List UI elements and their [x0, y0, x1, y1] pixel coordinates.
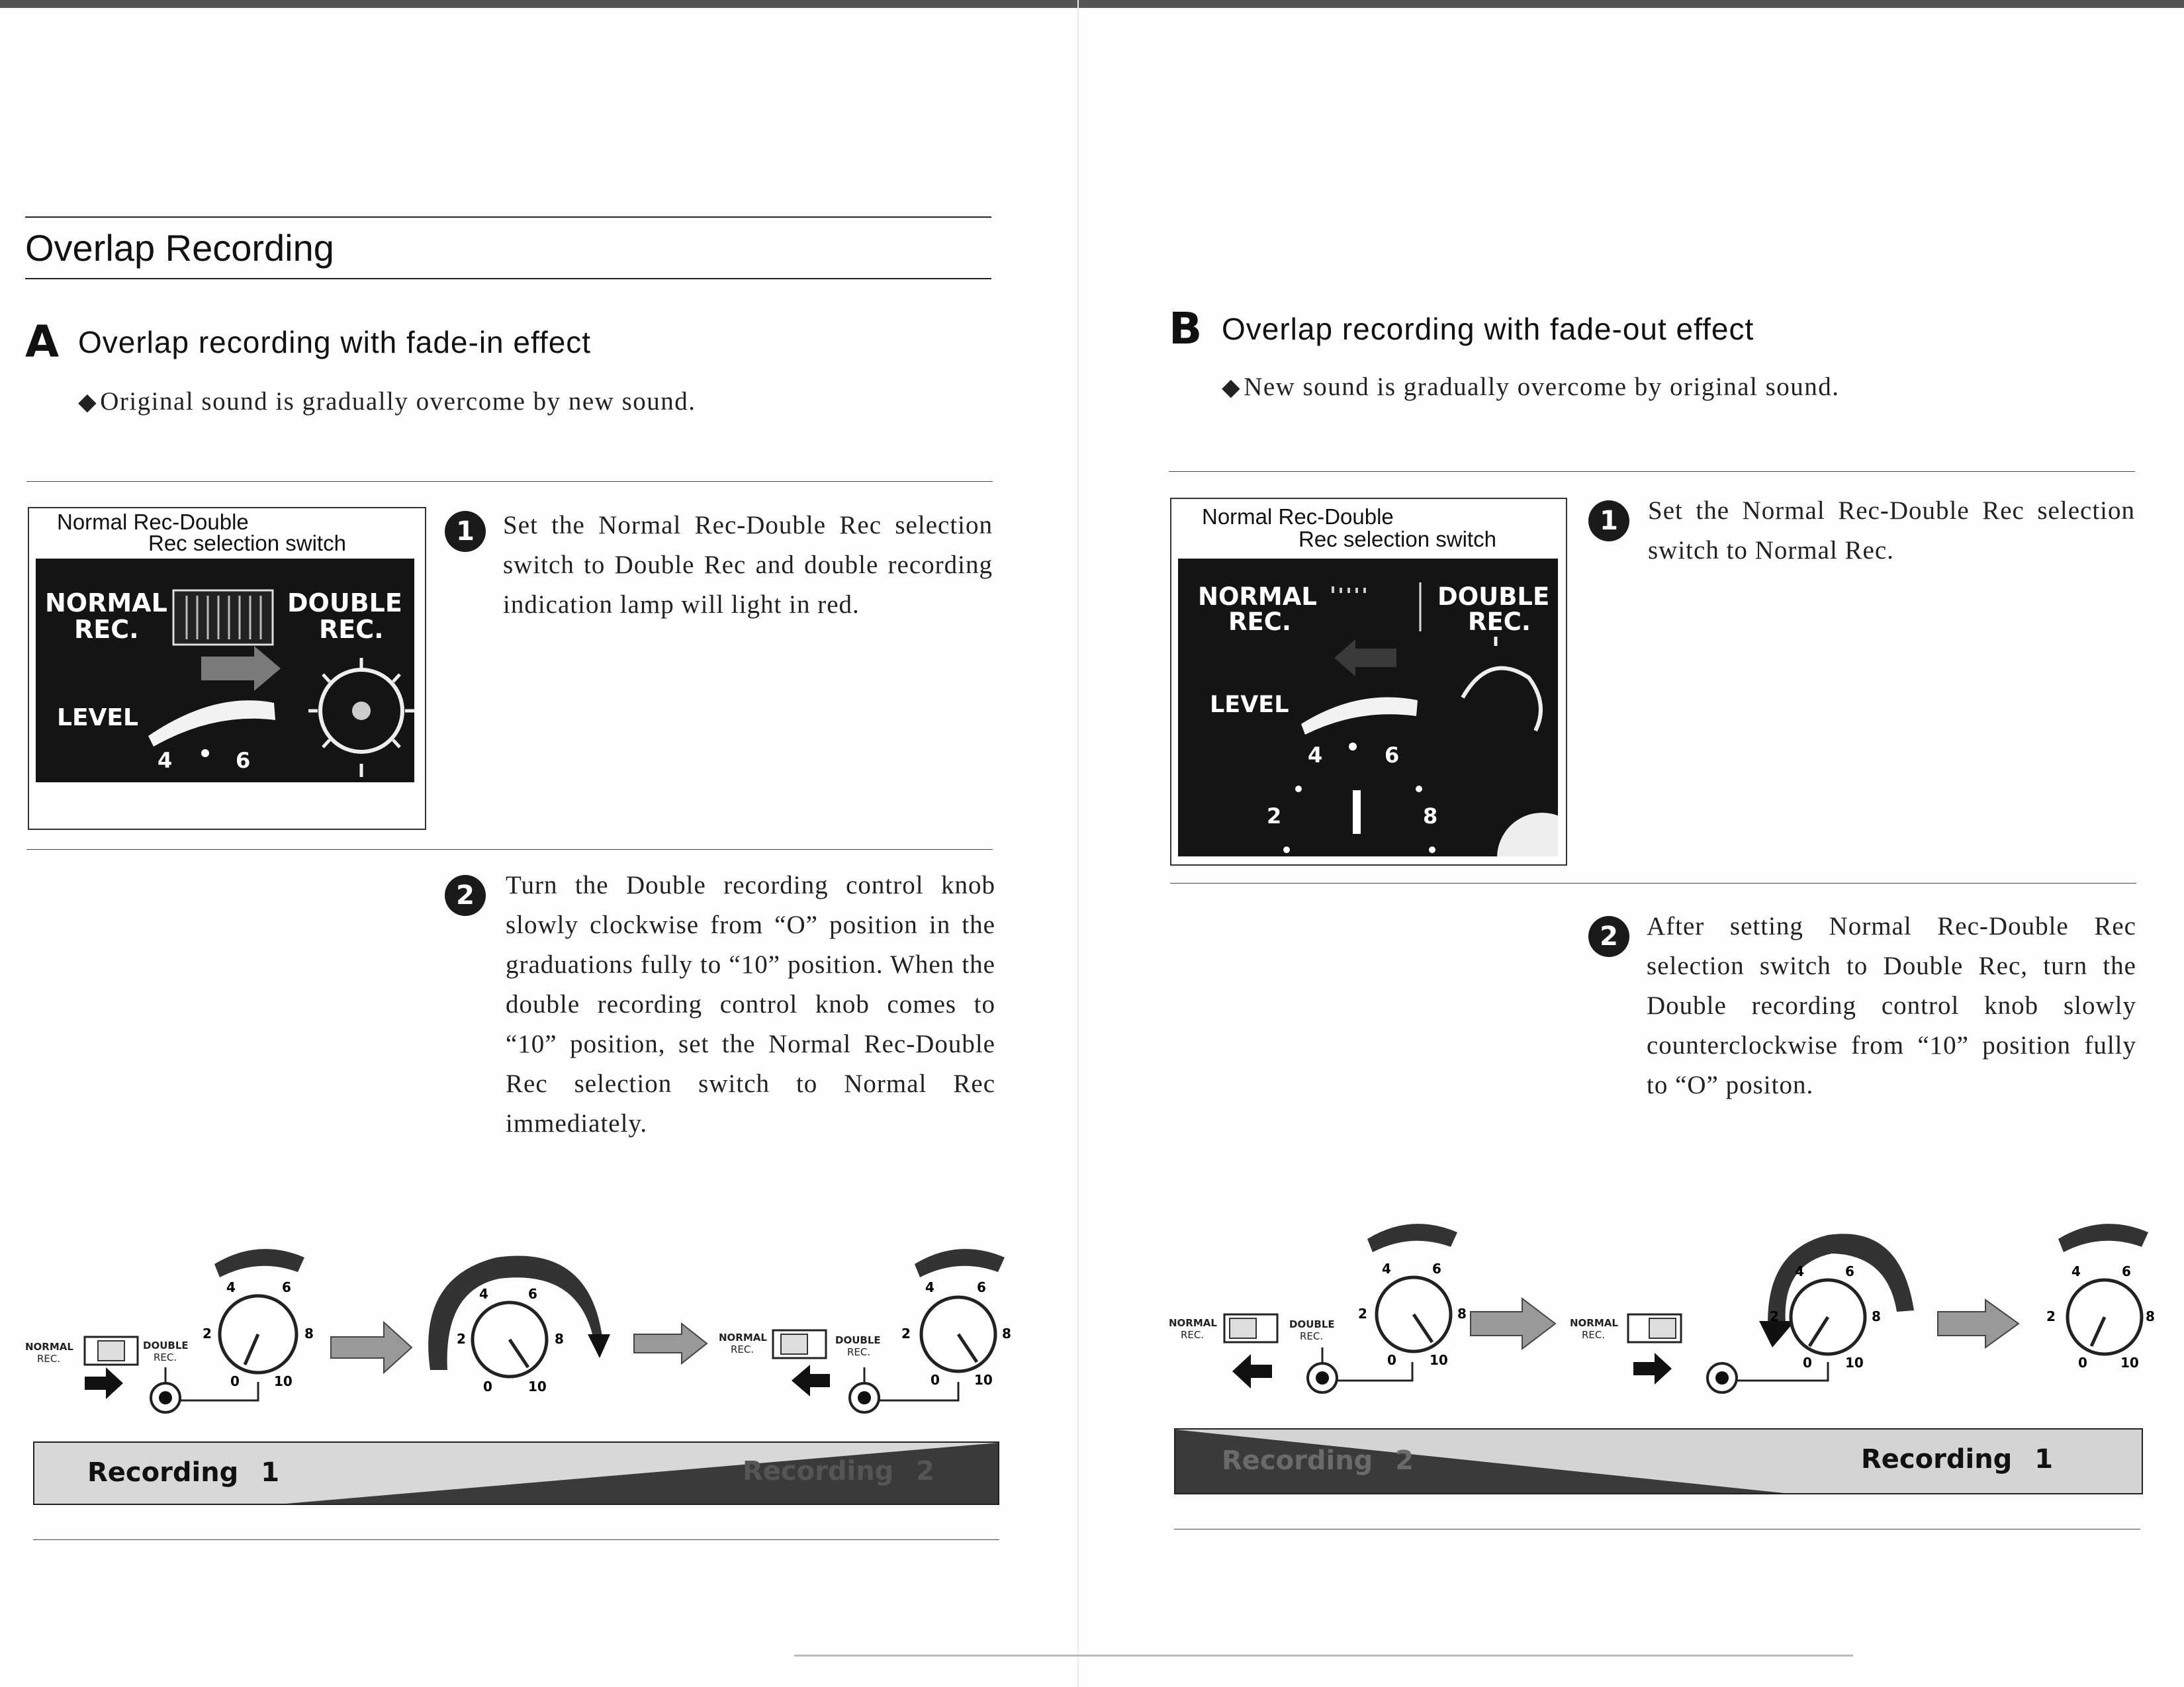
step-b1-number: 1 [1588, 500, 1629, 541]
photo-a-dial-6: 6 [236, 748, 251, 773]
photo-a-dial-4: 4 [158, 748, 173, 773]
photo-b-dial-4: 4 [1308, 743, 1323, 768]
section-b-heading: Overlap recording with fade-out effect [1222, 312, 1754, 346]
photo-a-double-label: DOUBLE [287, 588, 402, 617]
svg-text:0: 0 [230, 1373, 240, 1389]
diag-a-step-arrow-2 [634, 1324, 707, 1363]
svg-text:6: 6 [528, 1286, 537, 1302]
svg-text:2: 2 [203, 1326, 212, 1342]
section-b-letter: B [1169, 303, 1203, 354]
svg-text:2: 2 [457, 1331, 466, 1347]
svg-text:10: 10 [1430, 1352, 1448, 1368]
step-b2-text: After setting Normal Rec-Double Rec selection switch to Double Rec, turn the Double recording control knob slowly counterclockwise from “10” position fully to “O” positon. [1647, 912, 2136, 1099]
svg-text:0: 0 [483, 1379, 492, 1394]
photo-b-double-label: DOUBLE [1437, 582, 1550, 611]
section-b-rule-1 [1169, 471, 2135, 472]
section-b-rule-2 [1170, 883, 2136, 884]
svg-text:4: 4 [226, 1279, 236, 1295]
diamond-icon: ◆ [1222, 374, 1242, 401]
photo-b-dial-2: 2 [1267, 803, 1282, 829]
diag-b-step-arrow-2 [1938, 1300, 2019, 1347]
step-a2-number: 2 [445, 875, 486, 916]
bottom-edge-noise [794, 1655, 1853, 1657]
diag-a1-arrow-right [85, 1367, 123, 1399]
svg-text:4: 4 [1382, 1261, 1391, 1277]
diag-a-step-arrow-1 [331, 1322, 412, 1373]
diag-b2-arrow-right [1633, 1353, 1672, 1385]
photo-b-svg [1178, 559, 1558, 856]
section-b-note [1222, 372, 1840, 402]
step-a2-text: Turn the Double recording control knob slowly clockwise from “O” position in the graduations fully to “10” position. When the double recording control knob comes to “10” position, set the Normal Rec-Double Rec selection switch to Normal Rec immediately. [506, 871, 995, 1138]
band-b-right-label: Recording 1 [1861, 1444, 2054, 1475]
diamond-icon: ◆ [78, 388, 98, 416]
section-a-letter: A [25, 316, 60, 367]
svg-text:6: 6 [977, 1279, 986, 1295]
photo-b-knob-pointer [1353, 790, 1361, 834]
title-rule-bottom [25, 278, 991, 279]
svg-text:8: 8 [1457, 1306, 1467, 1322]
diag-b3-fan [2058, 1224, 2148, 1252]
section-a-note-text: Original sound is gradually overcome by new sound. [100, 387, 696, 416]
section-a-heading: Overlap recording with fade-in effect [78, 325, 592, 359]
svg-text:8: 8 [555, 1331, 564, 1347]
svg-text:10: 10 [974, 1372, 993, 1388]
photo-b-level-label: LEVEL [1210, 692, 1289, 718]
photo-a-svg [36, 559, 414, 782]
step-a1-text: Set the Normal Rec-Double Rec selection switch to Double Rec and double recording indication lamp will light in red. [503, 511, 993, 619]
photo-b-caption-1: Normal Rec-Double [1202, 504, 1394, 529]
svg-text:6: 6 [1432, 1261, 1441, 1277]
fade-in-diagram [20, 1218, 1013, 1436]
section-b-note-text: New sound is gradually overcome by original sound. [1244, 373, 1840, 401]
page-fold [1077, 0, 1079, 1687]
photo-b-dial-6: 6 [1385, 743, 1400, 768]
svg-text:4: 4 [1795, 1263, 1804, 1279]
svg-text:REC.: REC. [1582, 1329, 1606, 1341]
svg-text:NORMAL: NORMAL [1570, 1317, 1618, 1329]
section-a-rule-1 [26, 481, 993, 482]
svg-text:REC.: REC. [731, 1344, 754, 1355]
photo-a-normal-label-2: REC. [74, 615, 139, 644]
section-a-rule-bottom [33, 1539, 999, 1540]
svg-text:DOUBLE: DOUBLE [1289, 1318, 1335, 1330]
photo-b-caption-2: Rec selection switch [1298, 527, 1496, 551]
svg-text:8: 8 [1002, 1326, 1011, 1342]
svg-text:6: 6 [1845, 1263, 1854, 1279]
svg-text:8: 8 [1872, 1308, 1881, 1324]
photo-a-caption-2: Rec selection switch [148, 531, 346, 555]
step-b2-number: 2 [1588, 916, 1629, 957]
fade-out-diagram [1166, 1205, 2159, 1403]
fade-in-band [33, 1441, 999, 1505]
svg-text:0: 0 [931, 1372, 940, 1388]
svg-text:10: 10 [528, 1379, 547, 1394]
svg-text:6: 6 [282, 1279, 291, 1295]
top-edge-bar [0, 0, 2184, 8]
step-b1-text: Set the Normal Rec-Double Rec selection switch to Normal Rec. [1648, 496, 2135, 565]
svg-text:DOUBLE: DOUBLE [835, 1334, 881, 1346]
photo-a-switch-slot [173, 590, 273, 645]
svg-text:0: 0 [1803, 1355, 1812, 1371]
diag-a3-fan [915, 1249, 1005, 1277]
switch-photo-b [1170, 498, 1567, 866]
diag-a3-arrow-left [792, 1365, 830, 1396]
photo-b-double-label-2: REC. [1468, 608, 1531, 636]
svg-text:2: 2 [901, 1326, 911, 1342]
photo-b-normal-label: NORMAL [1198, 582, 1317, 611]
photo-a-caption-1: Normal Rec-Double [57, 510, 249, 534]
svg-text:10: 10 [1845, 1355, 1864, 1371]
svg-text:10: 10 [2120, 1355, 2139, 1371]
diag-b-step-arrow-1 [1471, 1299, 1555, 1349]
photo-a-level-label: LEVEL [57, 704, 138, 731]
photo-a-normal-label: NORMAL [45, 588, 167, 617]
band-a-left-label: Recording 1 [87, 1457, 280, 1488]
diag-a1-rec2-label: REC. [154, 1351, 177, 1363]
title-rule-top [25, 216, 991, 218]
svg-text:REC.: REC. [1300, 1330, 1324, 1342]
diag-a1-fan [214, 1249, 304, 1277]
photo-b-normal-label-2: REC. [1228, 608, 1291, 636]
svg-text:8: 8 [2146, 1308, 2155, 1324]
svg-text:2: 2 [2046, 1308, 2056, 1324]
svg-text:8: 8 [304, 1326, 314, 1342]
svg-text:2: 2 [1358, 1306, 1367, 1322]
svg-text:0: 0 [1387, 1352, 1396, 1368]
diag-a1-double-label: DOUBLE [143, 1340, 189, 1351]
svg-text:0: 0 [2078, 1355, 2087, 1371]
band-a-right-label: Recording 2 [743, 1456, 935, 1486]
photo-a-image [36, 559, 414, 782]
photo-a-double-label-2: REC. [319, 615, 384, 644]
section-a-rule-2 [26, 849, 993, 850]
fade-out-band [1174, 1428, 2143, 1494]
diag-a1-rec-label: REC. [37, 1353, 61, 1365]
svg-text:4: 4 [479, 1286, 488, 1302]
svg-text:6: 6 [2122, 1263, 2131, 1279]
photo-b-image [1178, 559, 1558, 856]
diag-a1-normal-label: NORMAL [25, 1341, 73, 1353]
svg-text:NORMAL: NORMAL [719, 1332, 767, 1344]
diag-b1-fan [1367, 1224, 1457, 1252]
diag-b1-arrow-left [1232, 1354, 1272, 1389]
svg-text:NORMAL: NORMAL [1169, 1317, 1217, 1329]
section-a-note [78, 387, 696, 416]
photo-b-dial-8: 8 [1423, 803, 1438, 829]
page-title: Overlap Recording [25, 227, 334, 269]
step-a1-number: 1 [445, 511, 486, 552]
svg-text:10: 10 [274, 1373, 293, 1389]
svg-text:4: 4 [2071, 1263, 2081, 1279]
svg-text:REC.: REC. [1181, 1329, 1205, 1341]
svg-text:2: 2 [1770, 1308, 1779, 1324]
svg-text:REC.: REC. [847, 1346, 871, 1358]
svg-text:4: 4 [925, 1279, 934, 1295]
band-b-left-label: Recording 2 [1222, 1445, 1414, 1476]
switch-photo-a [28, 507, 426, 830]
